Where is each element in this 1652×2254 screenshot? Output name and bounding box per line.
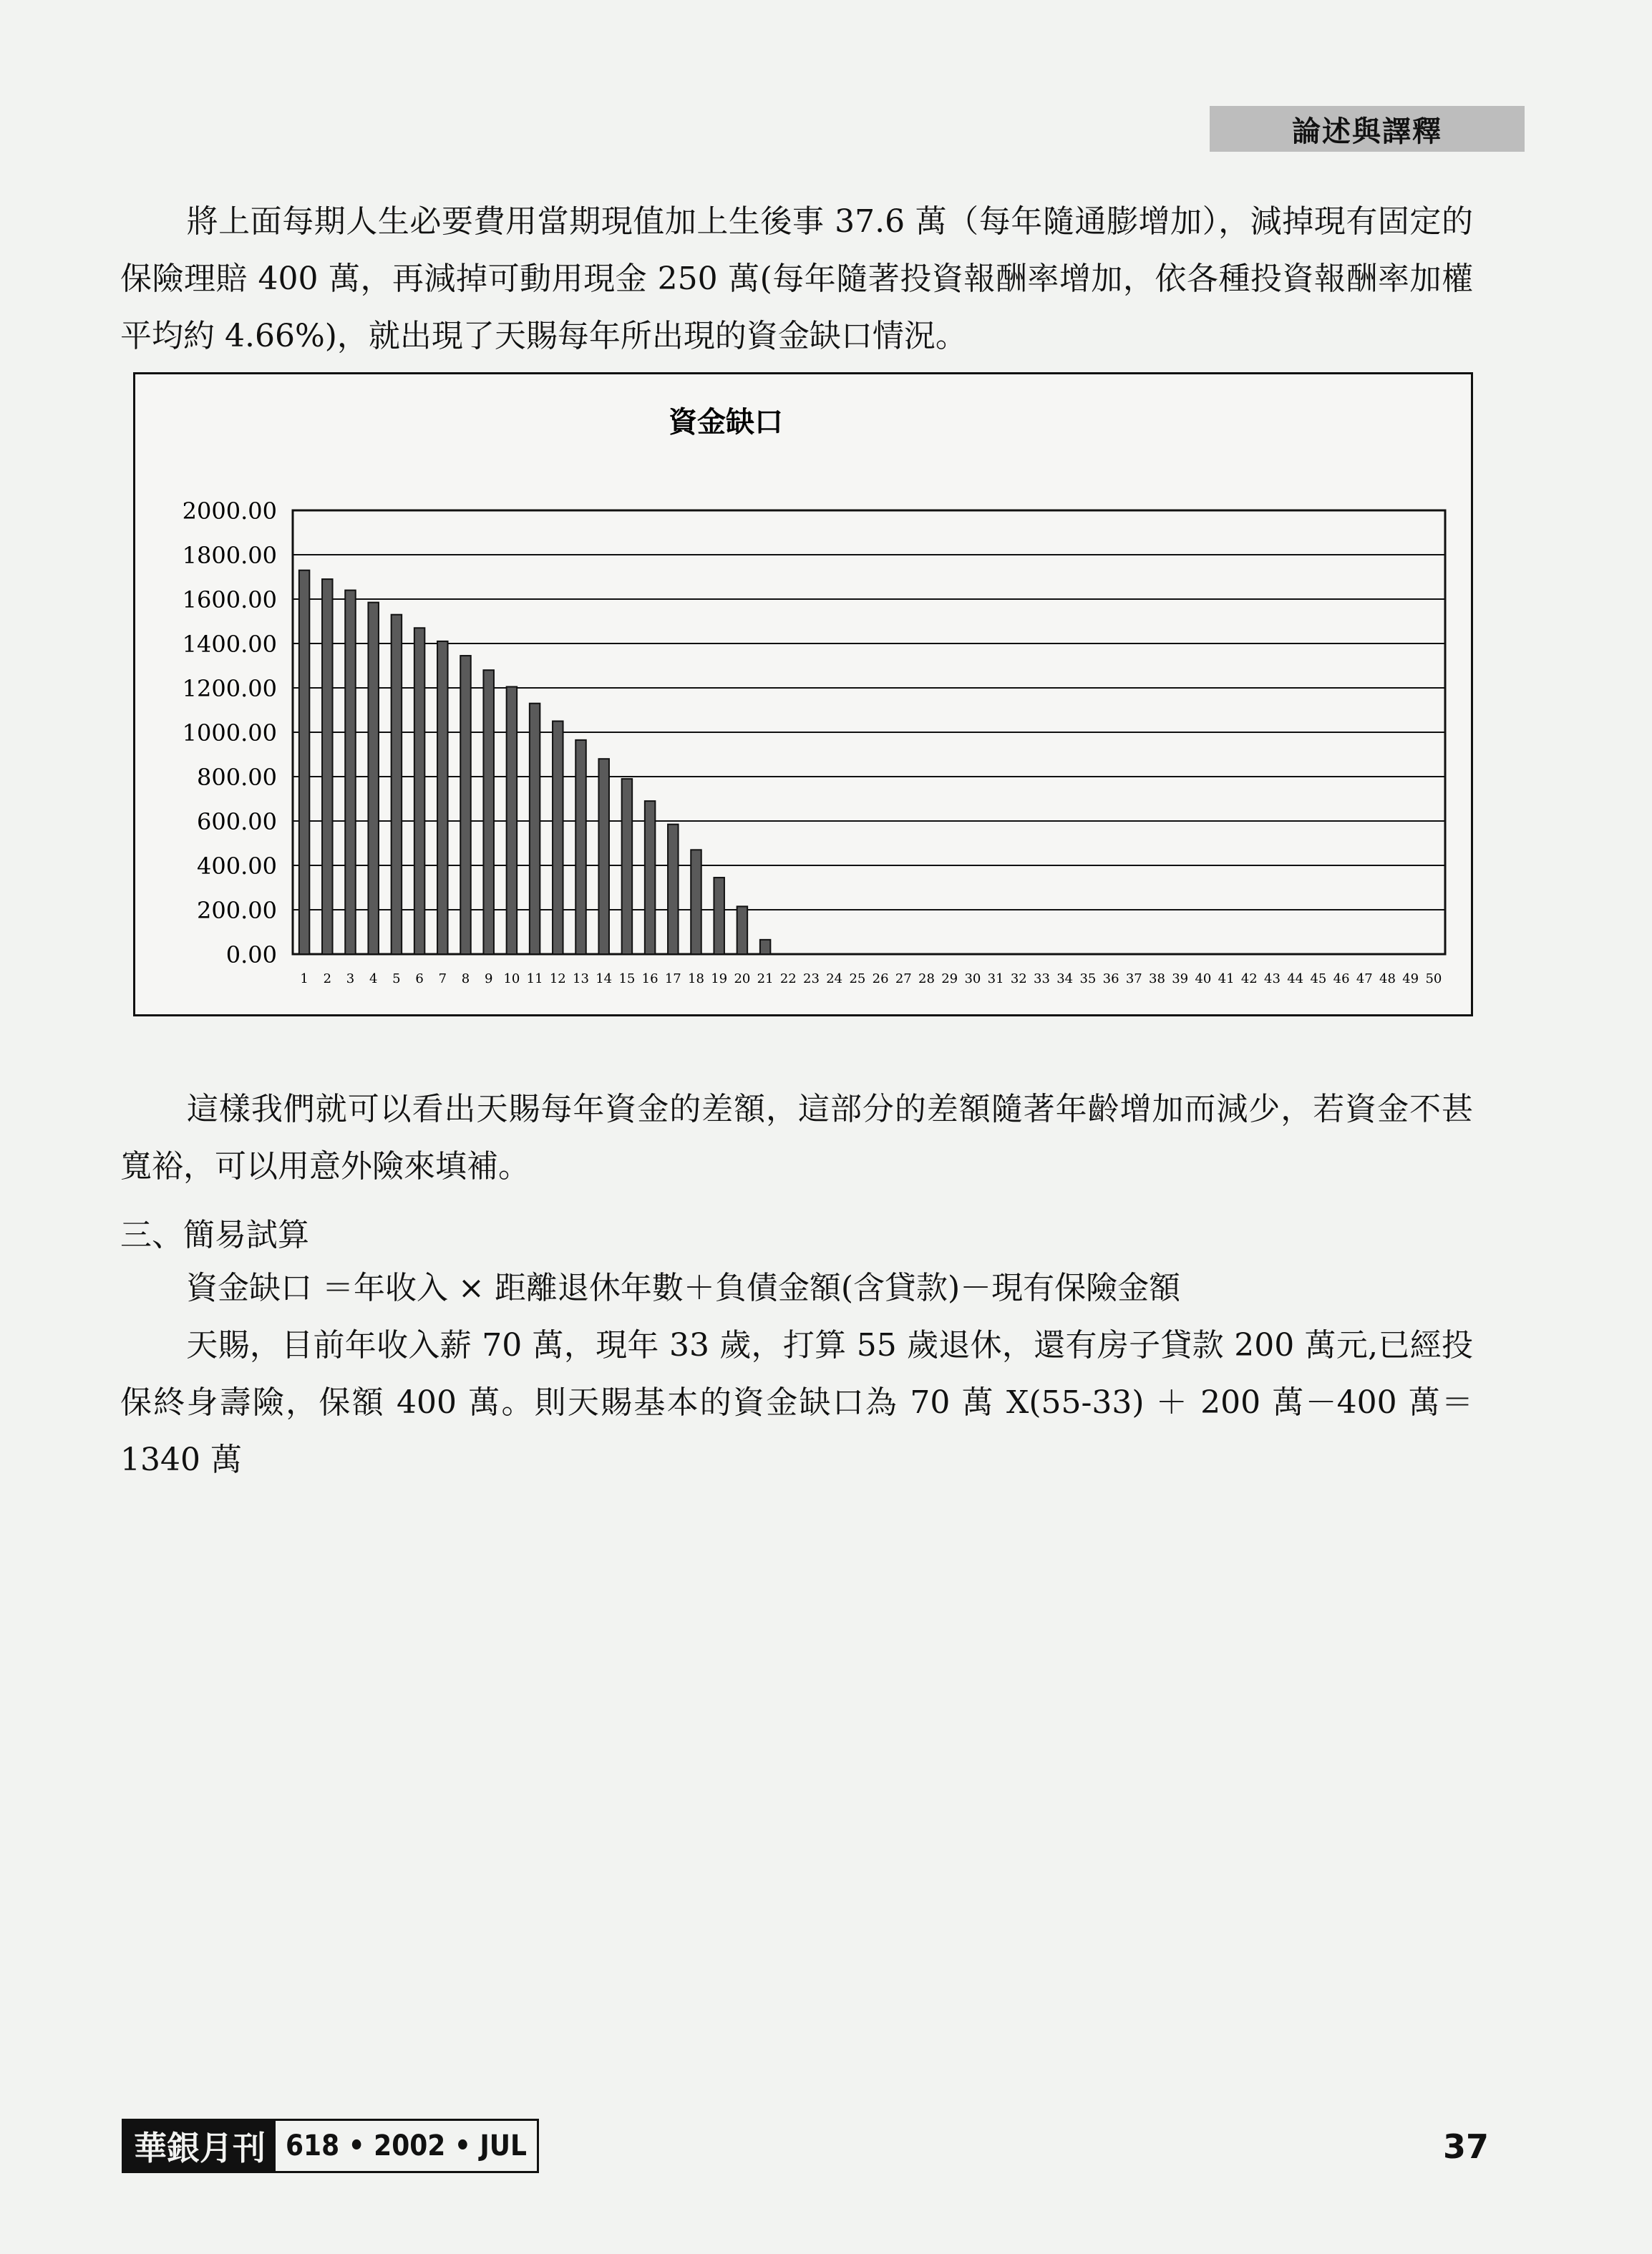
- bar: [392, 615, 402, 954]
- y-tick-label: 2000.00: [182, 497, 277, 525]
- x-tick-label: 44: [1287, 971, 1304, 986]
- x-tick-label: 12: [549, 971, 566, 986]
- x-tick-label: 9: [484, 971, 493, 986]
- bar: [714, 878, 724, 954]
- x-tick-label: 39: [1172, 971, 1189, 986]
- x-tick-label: 1: [300, 971, 308, 986]
- bar: [460, 656, 470, 954]
- x-tick-label: 3: [346, 971, 355, 986]
- x-tick-label: 29: [941, 971, 958, 986]
- x-tick-label: 33: [1034, 971, 1050, 986]
- bar: [322, 579, 332, 954]
- x-tick-label: 37: [1125, 971, 1142, 986]
- y-tick-label: 1800.00: [182, 542, 277, 569]
- bar: [691, 850, 701, 954]
- bar: [530, 704, 540, 954]
- x-tick-label: 22: [779, 971, 797, 986]
- magazine-issue: 618 • 2002 • JUL: [286, 2129, 527, 2162]
- y-tick-label: 0.00: [225, 941, 277, 968]
- x-tick-label: 25: [849, 971, 866, 986]
- x-tick-label: 42: [1240, 971, 1258, 986]
- x-tick-label: 47: [1356, 971, 1373, 986]
- x-tick-label: 10: [503, 971, 520, 986]
- x-tick-label: 36: [1102, 971, 1119, 986]
- bar: [737, 906, 747, 954]
- y-tick-label: 400.00: [197, 852, 277, 880]
- x-tick-label: 46: [1333, 971, 1350, 986]
- x-tick-label: 30: [964, 971, 981, 986]
- paragraph-3: [120, 1317, 1473, 1489]
- bar: [668, 825, 678, 954]
- y-tick-label: 1000.00: [182, 719, 277, 747]
- paragraph-2-text: 這樣我們就可以看出天賜每年資金的差額，這部分的差額隨著年齡增加而減少，若資金不甚寬裕，可以用意外險來填補。: [120, 1091, 1473, 1185]
- x-tick-label: 6: [415, 971, 424, 986]
- bar: [414, 628, 424, 954]
- bar: [345, 591, 355, 954]
- x-tick-label: 16: [641, 971, 659, 986]
- x-tick-label: 32: [1010, 971, 1027, 986]
- y-tick-label: 1400.00: [182, 631, 277, 658]
- bar: [437, 641, 447, 954]
- x-tick-label: 8: [461, 971, 470, 986]
- x-tick-label: 28: [918, 971, 935, 986]
- chart-title: 資金缺口: [669, 405, 783, 439]
- x-tick-label: 18: [688, 971, 704, 986]
- y-tick-label: 200.00: [197, 897, 277, 924]
- bar: [299, 570, 309, 954]
- bar: [760, 940, 770, 954]
- magazine-logo: [122, 2119, 539, 2173]
- x-tick-label: 50: [1425, 971, 1442, 986]
- section-header-tag: 論述與譯釋: [1210, 106, 1525, 152]
- x-tick-label: 11: [526, 971, 543, 986]
- x-tick-label: 40: [1195, 971, 1212, 986]
- x-tick-label: 24: [826, 971, 843, 986]
- x-tick-label: 41: [1218, 971, 1235, 986]
- paragraph-2: [120, 1081, 1473, 1195]
- x-tick-label: 43: [1264, 971, 1281, 986]
- funding-gap-chart: [133, 372, 1473, 1016]
- x-tick-label: 21: [757, 971, 774, 986]
- page-number: 37: [1443, 2127, 1490, 2166]
- bar: [483, 670, 493, 954]
- bar: [598, 759, 608, 954]
- bar: [507, 686, 517, 954]
- paragraph-1: [120, 193, 1473, 365]
- x-tick-label: 2: [323, 971, 332, 986]
- x-tick-label: 15: [618, 971, 636, 986]
- bar: [645, 801, 655, 954]
- x-tick-label: 27: [895, 971, 912, 986]
- paragraph-1-text: 將上面每期人生必要費用當期現值加上生後事 37.6 萬（每年隨通膨增加），減掉現有固定的保險理賠 400 萬，再減掉可動用現金 250 萬(每年隨著投資報酬率增加，依各種投資報酬率加權平均約 4.66%)，就出現了天賜每年所出現的資金缺口情況。: [120, 203, 1473, 354]
- x-tick-label: 38: [1149, 971, 1165, 986]
- x-tick-label: 35: [1079, 971, 1097, 986]
- x-tick-label: 23: [803, 971, 820, 986]
- x-tick-label: 14: [596, 971, 613, 986]
- x-tick-label: 19: [711, 971, 728, 986]
- x-tick-label: 4: [369, 971, 378, 986]
- x-tick-label: 31: [987, 971, 1004, 986]
- formula-line: [120, 1260, 1473, 1317]
- bar: [622, 779, 632, 954]
- x-tick-label: 17: [664, 971, 681, 986]
- bar: [368, 603, 378, 954]
- formula-text: 資金缺口 ＝年收入 × 距離退休年數＋負債金額(含貸款)－現有保險金額: [186, 1270, 1181, 1306]
- x-tick-label: 34: [1056, 971, 1074, 986]
- chart-svg: [135, 374, 1471, 1014]
- x-tick-label: 13: [573, 971, 589, 986]
- x-tick-label: 48: [1379, 971, 1396, 986]
- x-tick-label: 26: [872, 971, 889, 986]
- x-tick-label: 5: [392, 971, 401, 986]
- section-heading-3: 三、簡易試算: [120, 1217, 309, 1253]
- bar: [553, 722, 563, 955]
- x-tick-label: 49: [1402, 971, 1419, 986]
- paragraph-3-text: 天賜，目前年收入薪 70 萬，現年 33 歲，打算 55 歲退休，還有房子貸款 200 萬元,已經投保終身壽險，保額 400 萬。則天賜基本的資金缺口為 70 萬 X(55-33) ＋ 200 萬－400 萬＝1340 萬: [120, 1327, 1473, 1478]
- x-tick-label: 20: [734, 971, 751, 986]
- y-tick-label: 600.00: [197, 808, 277, 835]
- y-tick-label: 1600.00: [182, 586, 277, 613]
- y-tick-label: 800.00: [197, 764, 277, 791]
- bar: [575, 740, 586, 954]
- x-tick-label: 45: [1310, 971, 1327, 986]
- x-tick-label: 7: [438, 971, 447, 986]
- magazine-brand: 華銀月刊: [124, 2121, 276, 2171]
- y-tick-label: 1200.00: [182, 675, 277, 702]
